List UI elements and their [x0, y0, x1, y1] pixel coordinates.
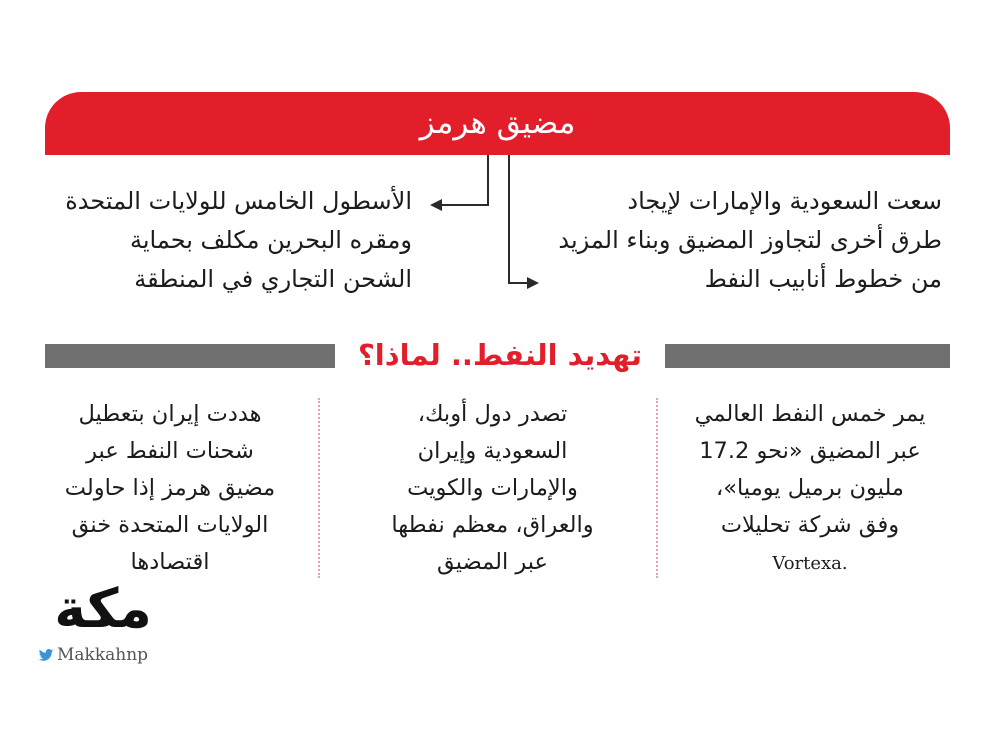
column-middle-line-3: والإمارات والكويت: [407, 475, 578, 501]
connector-right-vertical: [508, 155, 510, 284]
pipelines-note: [558, 182, 942, 299]
column-middle-line-4: والعراق، معظم نفطها: [391, 512, 594, 538]
section-title: تهديد النفط.. لماذا؟: [357, 338, 643, 372]
column-left: [35, 396, 305, 581]
fifth-fleet-line-1: الأسطول الخامس للولايات المتحدة: [65, 187, 412, 215]
connector-left-horizontal: [440, 204, 489, 206]
column-right: [675, 396, 945, 581]
pipelines-line-1: سعت السعودية والإمارات لإيجاد: [627, 187, 942, 215]
vortexa-line: .Vortexa: [772, 553, 848, 574]
column-middle-line-5: عبر المضيق: [437, 549, 548, 575]
makkah-logo: مكة: [54, 577, 152, 640]
fifth-fleet-note: [65, 182, 412, 299]
section-bar-right: [665, 344, 950, 368]
column-right-line-1: يمر خمس النفط العالمي: [694, 401, 926, 427]
connector-right-horizontal: [508, 282, 528, 284]
twitter-handle-text: Makkahnp: [57, 645, 149, 665]
twitter-bird-icon: [38, 649, 54, 661]
section-bar-left: [45, 344, 335, 368]
pipelines-line-2: طرق أخرى لتجاوز المضيق وبناء المزيد: [558, 226, 942, 254]
arrow-left-icon: [430, 199, 442, 211]
column-left-line-3: مضيق هرمز إذا حاولت: [64, 475, 276, 501]
column-left-line-5: اقتصادها: [130, 549, 210, 575]
connector-left-vertical: [487, 155, 489, 206]
twitter-handle: [38, 644, 148, 666]
pipelines-line-3: من خطوط أنابيب النفط: [704, 265, 942, 293]
column-left-line-2: شحنات النفط عبر: [86, 438, 254, 464]
column-right-line-2: عبر المضيق «نحو 17.2: [699, 438, 921, 464]
fifth-fleet-line-2: ومقره البحرين مكلف بحماية: [130, 226, 412, 254]
arrow-right-icon: [527, 277, 539, 289]
column-middle-line-1: تصدر دول أوبك،: [417, 401, 568, 427]
column-right-line-3: مليون برميل يوميا»،: [716, 475, 904, 501]
column-right-line-4: وفق شركة تحليلات: [720, 512, 900, 538]
column-middle: [350, 396, 635, 581]
header-title: مضيق هرمز: [419, 105, 576, 141]
column-divider-right: [656, 398, 658, 578]
column-left-line-4: الولايات المتحدة خنق: [71, 512, 269, 538]
column-divider-left: [318, 398, 320, 578]
column-middle-line-2: السعودية وإيران: [417, 438, 568, 464]
header-banner: [45, 92, 950, 155]
column-left-line-1: هددت إيران بتعطيل: [78, 401, 262, 427]
fifth-fleet-line-3: الشحن التجاري في المنطقة: [134, 265, 412, 293]
